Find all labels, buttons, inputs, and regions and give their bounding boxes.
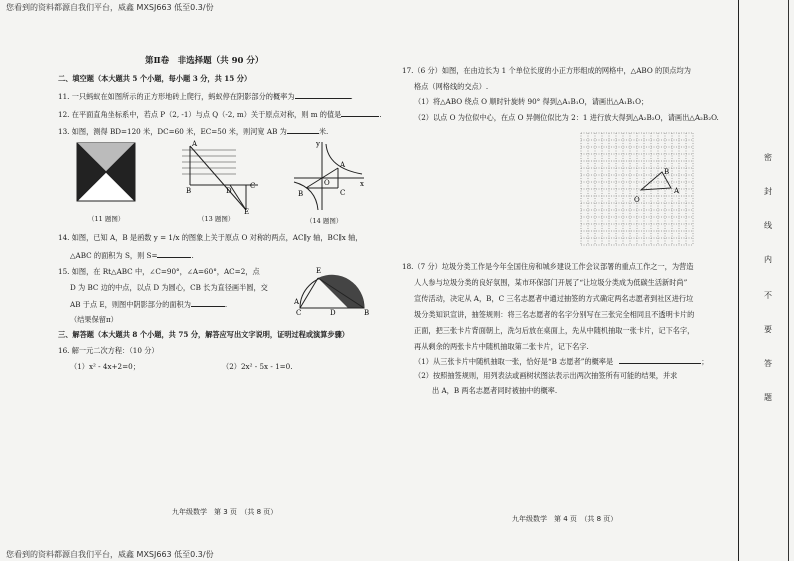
part2-title: 二、填空题（本大题共 5 个小题，每小题 3 分，共 15 分） [58,74,252,83]
seal-char-7: 题 [764,393,772,402]
q17-1: （1）将△ABO 绕点 O 顺时针旋转 90° 得到△A₁B₁O，请画出△A₁B₁O； [414,97,649,106]
f17-label-2: O [634,196,640,204]
seal-char-1: 封 [764,187,772,196]
q18d: 圾分类知识宣讲，抽签规则：将三名志愿者的名字分别写在三张完全相同且不透明卡片的 [414,310,695,319]
figure-15 [294,258,374,316]
watermark-bottom: 您看到的资料都源自我们平台，威鑫 MXSJ663 低至0.3/份 [6,550,214,559]
q17-2: （2）以点 O 为位似中心，在点 O 异侧位似比为 2：1 进行放大得到△A₂B₂O，请画出△A₂B₂O. [414,113,719,122]
q14b: △ABC 的面积为 S，则 S= . [70,251,194,260]
figure-14 [290,138,370,213]
caption-13: （13 题图） [198,215,235,223]
q18a: 18.（7 分）垃圾分类工作是今年全国住房和城乡建设工作会议部署的重点工作之一，为营造 [402,262,694,271]
q14a: 14. 如图，已知 A，B 是函数 y = 1/x 的图象上关于原点 O 对称的两点，AC∥y 轴，BC∥x 轴， [58,233,363,242]
caption-11: （11 题图） [88,215,125,223]
f13-label-1: D [226,187,232,195]
section-title: 第Ⅱ卷 非选择题（共 90 分） [145,56,264,66]
seal-char-6: 答 [764,359,772,368]
f17-label-1: A [674,187,680,195]
f15-label-0: E [316,267,322,275]
f13-label-3: E [244,208,250,215]
q12: 12. 在平面直角坐标系中，若点 P（2, -1）与点 Q（-2, m）关于原点对称，则 m 的值是 . [58,110,382,119]
f15-label-3: D [330,309,336,316]
f14-label-0: y [316,140,320,148]
figure-13 [178,140,268,215]
q11: 11. 一只蚂蚁在如图所示的正方形地砖上爬行，蚂蚁停在阴影部分的概率为 . [58,92,353,101]
q15c: AB 于点 E，则图中阴影部分的面积为 . [70,300,228,309]
f14-label-3: x [360,180,364,188]
q18c: 宣传活动，决定从 A，B，C 三名志愿者中通过抽签的方式确定两名志愿者到社区进行垃 [414,294,694,303]
f17-label-0: B [664,168,670,176]
f15-label-1: A [294,298,300,306]
seal-char-4: 不 [764,291,772,300]
q15a: 15. 如图，在 Rt△ABC 中，∠C=90°，∠A=60°，AC=2，点 [58,267,260,276]
q15d: （结果保留π） [70,315,118,324]
footer-left: 九年级数学 第 3 页 （共 8 页） [172,508,278,516]
q15b: D 为 BC 边的中点，以点 D 为圆心，CB 长为直径画半圆，交 [70,283,268,292]
f13-label-2: C [250,182,256,190]
figure-11 [76,142,136,202]
q18-1: （1）从三张卡片中随机抽取一张，恰好是“B 志愿者”的概率是 ； [414,357,709,366]
seal-char-0: 密 [764,153,772,162]
seal-char-5: 要 [764,325,772,334]
f14-label-4: B [298,190,304,198]
figure-17-grid [578,130,704,246]
q13: 13. 如图，测得 BD=120 米，DC=60 米，EC=50 米，则河宽 AB 为 米. [58,127,329,136]
f13-label-4: A [192,140,198,148]
q16: 16. 解一元二次方程：（10 分） [58,346,159,355]
seal-char-2: 线 [764,221,772,230]
seal-line [738,0,739,561]
f14-label-2: O [324,179,330,187]
q18-2b: 出 A，B 两名志愿者同时被抽中的概率. [432,386,558,395]
q17b: 格点（网格线的交点）. [414,82,489,91]
seal-char-3: 内 [764,255,772,264]
q18e: 正面，把三张卡片背面朝上，洗匀后放在桌面上，先从中随机抽取一张卡片，记下名字， [414,326,695,335]
footer-right: 九年级数学 第 4 页 （共 8 页） [512,515,618,523]
f14-label-1: A [340,161,346,169]
q18-2a: （2）按照抽签规则，用列表法或画树状图法表示出两次抽签所有可能的结果，并求 [414,371,678,380]
q17a: 17.（6 分）如图，在由边长为 1 个单位长度的小正方形组成的网格中，△ABO 的顶点均为 [402,66,691,75]
watermark-top: 您看到的资料都源自我们平台，威鑫 MXSJ663 低至0.3/份 [6,3,214,12]
q16-2: （2）2x² - 5x - 1=0. [222,362,293,371]
q18f: 再从剩余的两张卡片中随机抽取第二张卡片，记下名字. [414,342,589,351]
q16-1: （1）x² - 4x+2=0； [70,362,140,371]
f15-label-4: B [364,309,370,316]
seal-line-outer [788,0,789,561]
f13-label-0: B [186,187,192,195]
f15-label-2: C [296,309,302,316]
f14-label-5: C [340,189,346,197]
part3-title: 三、解答题（本大题共 8 个小题，共 75 分，解答应写出文字说明，证明过程或演算步骤） [58,330,349,339]
caption-14: （14 题图） [306,217,343,225]
q18b: 人人参与垃圾分类的良好氛围，某市环保部门开展了“让垃圾分类成为低碳生活新时尚” [414,278,688,287]
